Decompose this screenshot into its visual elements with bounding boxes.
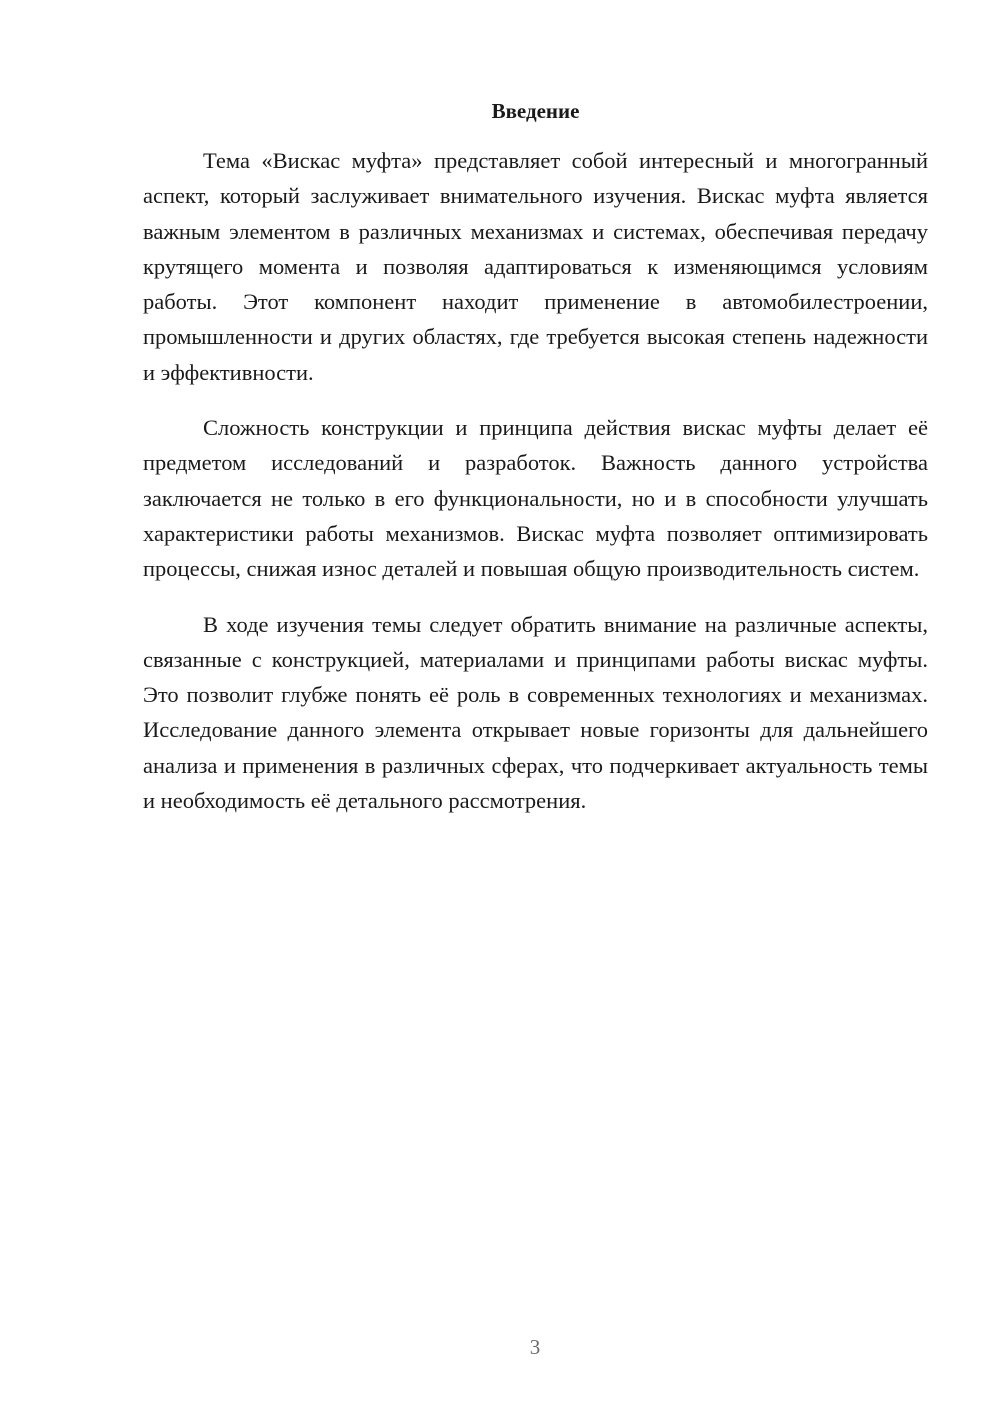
page-number: 3 bbox=[529, 1335, 541, 1359]
body-text bbox=[143, 143, 928, 838]
paragraph-3: В ходе изучения темы следует обратить внимание на различные аспекты, связанные с конструкцией, материалами и принципами работы вискас муфты. Это позволит глубже понять её роль в современных технологиях и механизмах. Исследование данного элемента открывает новые горизонты для дальнейшего анализа и применения в различных сферах, что подчеркивает актуальность темы и необходимость её детального рассмотрения. bbox=[143, 611, 928, 814]
section-title: Введение bbox=[491, 99, 580, 123]
paragraph-1: Тема «Вискас муфта» представляет собой интересный и многогранный аспект, который заслуживает внимательного изучения. Вискас муфта является важным элементом в различных механизмах и системах, обеспечивая передачу крутящего момента и позволяя адаптироваться к изменяющимся условиям работы. Этот компонент находит применение в автомобилестроении, промышленности и других областях, где требуется высокая степень надежности и эффективности. bbox=[143, 148, 928, 385]
paragraph-2: Сложность конструкции и принципа действия вискас муфты делает её предметом исследований и разработок. Важность данного устройства заключается не только в его функциональности, но и в способности улучшать характеристики работы механизмов. Вискас муфта позволяет оптимизировать процессы, снижая износ деталей и повышая общую производительность систем. bbox=[143, 415, 928, 582]
